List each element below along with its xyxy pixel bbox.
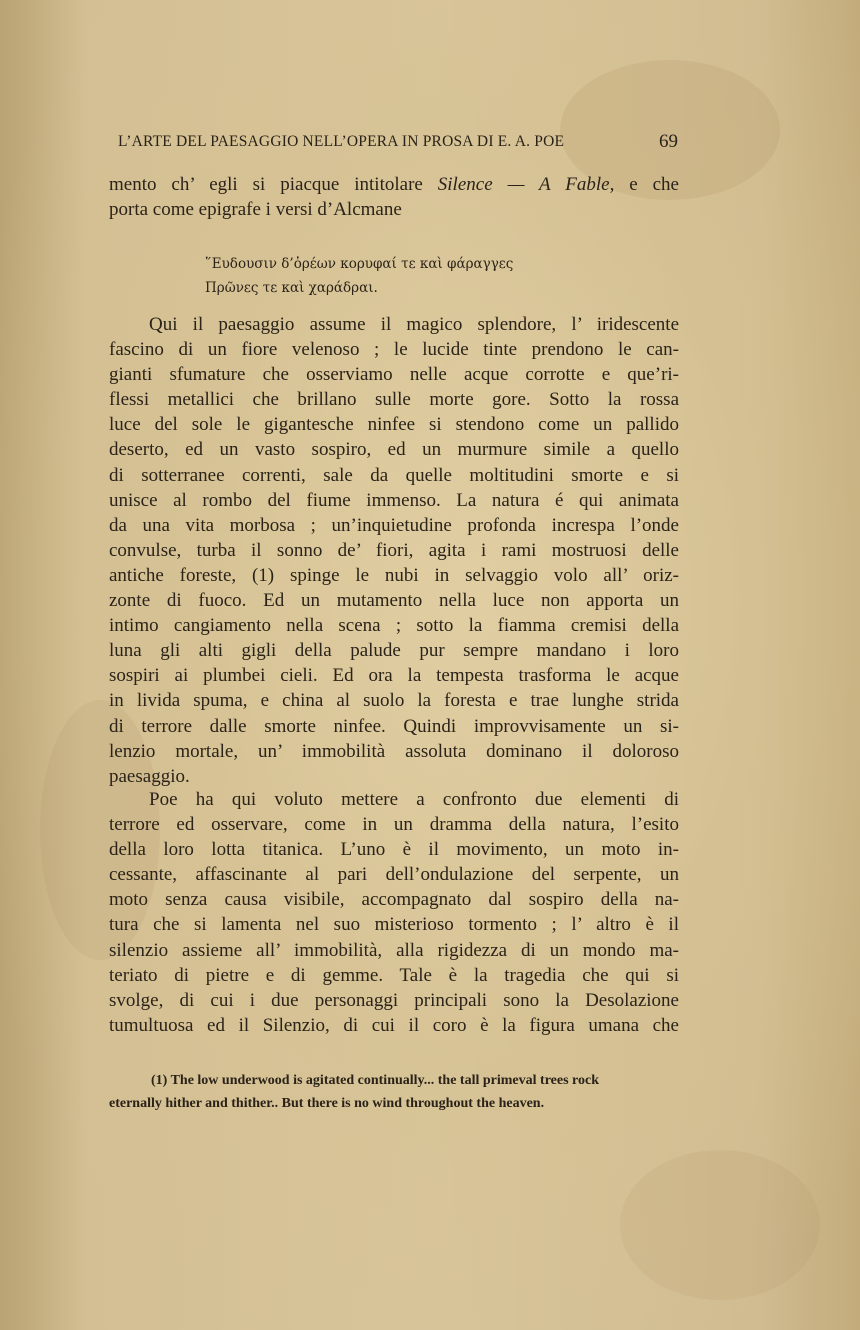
- epigraph-line: Πρῶνες τε καὶ χαράδραι.: [205, 280, 378, 296]
- text-line: di terrore dalle smorte ninfee. Quindi improvvisamente un si-: [109, 715, 679, 737]
- text-line: moto senza causa visibile, accompagnato dal sospiro della na-: [109, 889, 679, 911]
- text-segment: e che: [614, 174, 679, 195]
- text-line: sospiri ai plumbei cieli. Ed ora la tempesta trasforma le acque: [109, 665, 679, 687]
- text-line: [109, 172, 679, 197]
- paragraph-2: [109, 787, 679, 1038]
- text-line: Poe ha qui voluto mettere a confronto due elementi di: [149, 789, 679, 810]
- paper-stain: [620, 1150, 820, 1300]
- text-line: unisce al rombo del fiume immenso. La natura é qui animata: [109, 489, 679, 511]
- greek-epigraph: [205, 252, 585, 300]
- text-line: intimo cangiamento nella scena ; sotto la fiamma cremisi della: [109, 615, 679, 637]
- text-segment: porta come epigrafe i versi d’Alcmane: [109, 199, 402, 221]
- footnote-line: (1) The low underwood is agitated continually... the tall primeval trees rock: [151, 1073, 599, 1088]
- text-line: Qui il paesaggio assume il magico splendore, l’ iridescente: [149, 314, 679, 335]
- text-line: fascino di un fiore velenoso ; le lucide tinte prendono le can-: [109, 339, 679, 361]
- text-line: della loro lotta titanica. L’uno è il movimento, un moto in-: [109, 839, 679, 861]
- footnote-line: eternally hither and thither.. But there is no wind throughout the heaven.: [109, 1096, 545, 1111]
- text-line: di sotterranee correnti, sale da quelle moltitudini smorte e si: [109, 464, 679, 486]
- italic-title: Silence — A Fable,: [437, 174, 615, 195]
- text-line: da una vita morbosa ; un’inquietudine profonda increspa l’onde: [109, 514, 679, 536]
- text-line: zonte di fuoco. Ed un mutamento nella luce non apporta un: [109, 590, 679, 612]
- paragraph-1: [109, 312, 679, 789]
- running-title: L’ARTE DEL PAESAGGIO NELL’OPERA IN PROSA DI E. A. POE: [118, 133, 565, 150]
- text-line: deserto, ed un vasto sospiro, ed un murmure simile a quello: [109, 439, 679, 461]
- running-head: [118, 133, 678, 155]
- text-line: in livida spuma, e china al suolo la foresta e trae lunghe strida: [109, 690, 679, 712]
- text-line: terrore ed osservare, come in un dramma della natura, l’esito: [109, 814, 679, 836]
- text-line: lenzio mortale, un’ immobilità assoluta dominano il doloroso: [109, 740, 679, 762]
- text-line: convulse, turba il sonno de’ fiori, agita i rami mostruosi delle: [109, 539, 679, 561]
- text-line: tumultuosa ed il Silenzio, di cui il coro è la figura umana che: [109, 1014, 679, 1036]
- text-line: gianti sfumature che osserviamo nelle acque corrotte e que’ri-: [109, 364, 679, 386]
- text-line: antiche foreste, (1) spinge le nubi in selvaggio volo all’ oriz-: [109, 564, 679, 586]
- footnote: [109, 1069, 679, 1115]
- text-line: luna gli alti gigli della palude pur sempre mandano i loro: [109, 640, 679, 662]
- text-line: silenzio assieme all’ immobilità, alla rigidezza di un mondo ma-: [109, 939, 679, 961]
- text-line: teriato di pietre e di gemme. Tale è la tragedia che qui si: [109, 964, 679, 986]
- text-line: tura che si lamenta nel suo misterioso tormento ; l’ altro è il: [109, 914, 679, 936]
- text-line: cessante, affascinante al pari dell’ondulazione del serpente, un: [109, 864, 679, 886]
- text-line: flessi metallici che brillano sulle morte gore. Sotto la rossa: [109, 389, 679, 411]
- text-line: svolge, di cui i due personaggi principali sono la Desolazione: [109, 989, 679, 1011]
- page-number: 69: [659, 131, 678, 152]
- text-line: paesaggio.: [109, 765, 190, 787]
- epigraph-line: ῞Ευδουσιν δ’ὀρέων κορυφαί τε καὶ φάραγγες: [205, 256, 514, 272]
- text-line: [109, 197, 679, 222]
- text-line: luce del sole le gigantesche ninfee si stendono come un pallido: [109, 414, 679, 436]
- text-segment: mento ch’ egli si piacque intitolare: [109, 174, 438, 195]
- intro-text: [109, 172, 679, 222]
